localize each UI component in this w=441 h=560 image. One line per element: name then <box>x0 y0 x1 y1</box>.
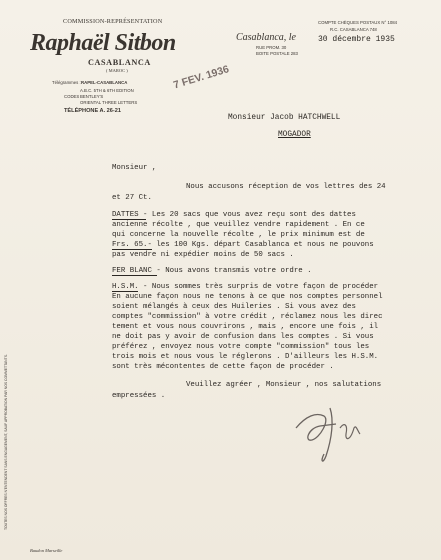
closing-line: Veuillez agréer , Monsieur , nos salutations <box>186 381 382 389</box>
letter-line: tement et vous nous couvrirons , mais , encore une fois , il <box>112 323 379 331</box>
letter-line: Nous accusons réception de vos lettres des 24 <box>186 183 386 191</box>
letter-date: 30 décembre 1935 <box>318 35 395 44</box>
salutation: Monsieur , <box>112 164 157 172</box>
code-line-3: ORIENTAL THREE LETTERS <box>80 100 138 105</box>
handwritten-signature <box>290 398 370 468</box>
letter-line: ancienne récolte , que veuillez vendre rapidement . En ce <box>112 221 365 229</box>
company-country: ( MAROC ) <box>106 68 128 73</box>
closing-line: empressées . <box>112 392 166 400</box>
company-name-logo: Raphaël Sitbon <box>30 30 176 56</box>
letter-line: soient mélangés à ceux des Huileries . Si vous avez des <box>112 303 356 311</box>
telephone: TÉLÉPHONE A. 26-21 <box>64 108 121 114</box>
letter-line: En aucune façon nous ne tenons à ce que nos comptes personnel <box>112 293 383 301</box>
letter-line: trois mois et nous vous le réglerons . D'ailleurs les H.S.M. <box>112 353 379 361</box>
letter-line: comptes "commission" à votre crédit , réclamez nous les direc <box>112 313 383 321</box>
price-underline <box>112 249 152 250</box>
letter-line: ne doit pas y avoir de confusion dans les comptes . Si vous <box>112 333 374 341</box>
received-date-stamp: 7 FEV. 1936 <box>172 63 231 92</box>
letter-line: FER BLANC - Nous avons transmis votre ordre . <box>112 267 312 275</box>
letter-line: pas vendre ni expédier moins de 50 sacs . <box>112 251 294 259</box>
hsm-underline <box>112 291 138 292</box>
postal-account: COMPTE CHÈQUES POSTAUX N° 1084 <box>318 20 398 25</box>
codes-label: CODES <box>64 94 80 99</box>
letter-line: préférez , envoyez nous votre compte "commission" tous les <box>112 343 370 351</box>
registry: R.C. CASABLANCA 748 <box>330 27 377 32</box>
letter-line: et 27 Ct. <box>112 194 152 202</box>
recipient-city: MOGADOR <box>278 131 311 139</box>
letter-line: sont très mécontentes de cette façon de procéder . <box>112 363 334 371</box>
code-line-2: BENTLEY'S <box>80 94 104 99</box>
commission-label: COMMISSION-REPRÉSENTATION <box>63 18 163 25</box>
letter-line: DATTES - Les 20 sacs que vous avez reçu sont des dattes <box>112 211 356 219</box>
dattes-underline <box>112 219 146 220</box>
address-line-2: BOITE POSTALE 283 <box>256 51 298 56</box>
company-city: CASABLANCA <box>88 58 151 67</box>
address-line-1: RUE PROM. 30 <box>256 45 287 50</box>
fer-blanc-underline <box>112 275 157 276</box>
telegrams-label: Télégrammes : <box>52 80 81 85</box>
recipient-name: Monsieur Jacob HATCHWELL <box>228 114 341 122</box>
side-disclaimer-text: TOUTES NOS OFFRES N'ENTENDENT SANS ENGAGEMENT, SAUF APPROBATION PAR NOS COMMETTANTS. <box>4 354 8 530</box>
code-line-1: A.B.C. 5TH & 6TH EDITION <box>80 88 134 93</box>
telegrams-value: RAPEL-CASABLANCA <box>81 80 128 85</box>
letter-line: Frs. 65.- les 100 Kgs. départ Casablanca et nous ne pouvons <box>112 241 374 249</box>
letter-line: qui concerne la nouvelle récolte , le prix minimum est de <box>112 231 365 239</box>
side-disclaimer <box>4 300 12 530</box>
letter-line: H.S.M. - Nous sommes très surpris de votre façon de procéder <box>112 283 379 291</box>
printer-credit: Baudon Marseille <box>30 548 63 553</box>
place-prefix: Casablanca, le <box>236 32 296 43</box>
